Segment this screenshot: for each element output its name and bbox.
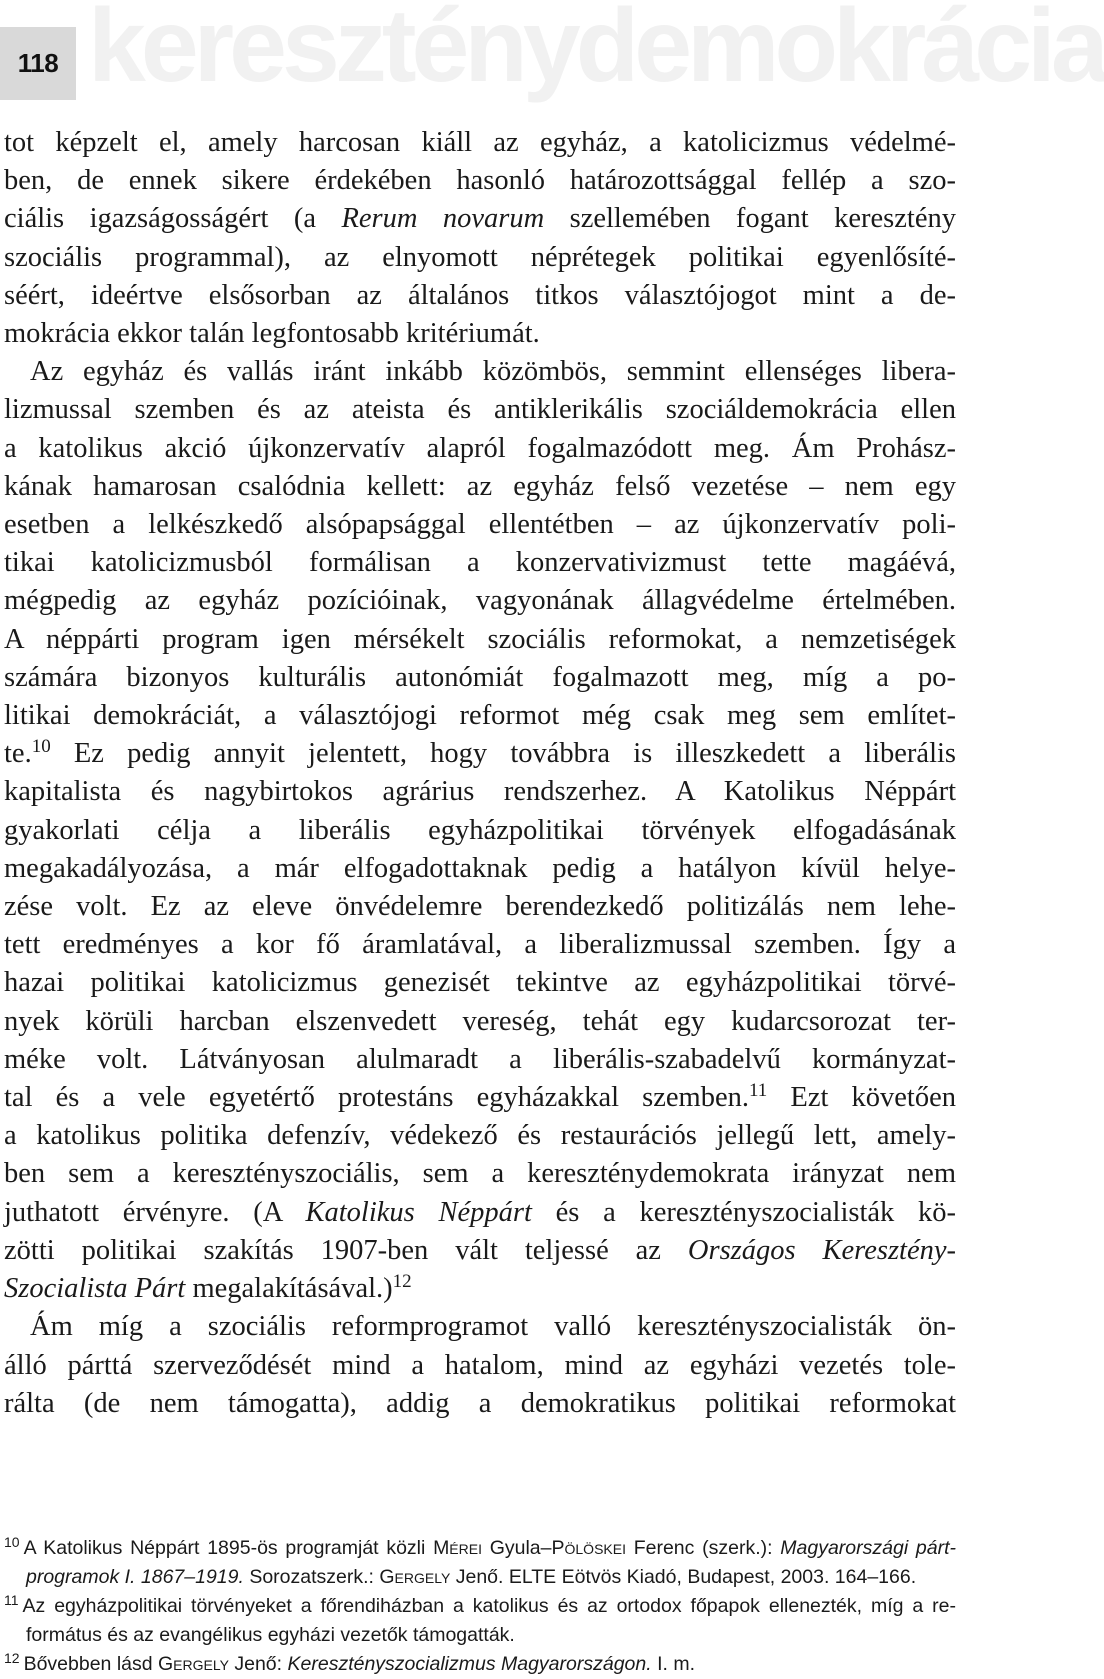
footnote-ref-12[interactable]: 12 [392, 1271, 412, 1293]
text-line: a katolikus politika defenzív, védekező és restaurációs jellegű lett, amely- [4, 1120, 956, 1152]
footnote-11: $^{11}$ Az egyházpolitikai törvényeket a főrendiházban a katolikus és az ortodox főpapok ellenezték, míg a re- [4, 1592, 956, 1617]
text-line: gyakorlati célja a liberális egyházpolitikai törvények elfogadásának [4, 814, 956, 846]
running-head: kereszténydemokrácia [88, 0, 1104, 104]
footnote-number: 12 [4, 1650, 20, 1666]
text-line: Az egyház és vallás iránt inkább közömbös, semmint ellenséges libera- [30, 356, 956, 388]
text-line: kának hamarosan csalódnia kellett: az egyház felső vezetése – nem egy [4, 470, 956, 502]
page-number-box [0, 27, 76, 100]
text-line: hazai politikai katolicizmus genezisét tekintve az egyházpolitikai törvé- [4, 967, 956, 999]
text-line: ciális igazságosságért (a Rerum novarum szellemében fogant keresztény [4, 203, 956, 235]
page-number: 118 [17, 48, 59, 78]
footnotes [4, 1534, 956, 1679]
text-line: álló párttá szerveződését mind a hatalom, mind az egyházi vezetés tole- [4, 1349, 956, 1381]
text-line: kapitalista és nagybirtokos agrárius rendszerhez. A Katolikus Néppárt [4, 776, 956, 808]
text-line: nyek körüli harcban elszenvedett vereség, tehát egy kudarcsorozat ter- [4, 1005, 956, 1037]
text-line: ben, de ennek sikere érdekében hasonló határozottsággal fellép a szo- [4, 165, 956, 197]
text-line: tikai katolicizmusból formálisan a konzervativizmust tette magáévá, [4, 547, 956, 579]
text-line: szociális programmal), az elnyomott néprétegek politikai egyenlősíté- [4, 241, 956, 273]
footnote-11-cont: formátus és az evangélikus egyházi vezetők támogatták. [26, 1624, 515, 1646]
text-line: számára bizonyos kulturális autonómiát fogalmazott meg, míg a po- [4, 661, 956, 693]
text-line: a katolikus akció újkonzervatív alapról fogalmazódott meg. Ám Prohász- [4, 432, 956, 464]
emphasis: Katolikus Néppárt [305, 1196, 532, 1228]
text-line: lizmussal szemben és az ateista és antiklerikális szociáldemokrácia ellen [4, 394, 956, 426]
footnote-10: $^{10}$ A Katolikus Néppárt 1895-ös programját közli Mérei Gyula–Pölöskei Ferenc (szerk.): Magyarországi párt- [4, 1534, 956, 1559]
text-line: esetben a lelkészkedő alsópapsággal ellentétben – az újkonzervatív poli- [4, 509, 956, 541]
text-line: te.$^{10}$ Ez pedig annyit jelentett, hogy továbbra is illeszkedett a liberális [4, 736, 956, 770]
text-line: mokrácia ekkor talán legfontosabb kritériumát. [4, 318, 540, 350]
emphasis: Rerum novarum [341, 203, 545, 235]
emphasis: Országos Keresztény- [687, 1234, 956, 1266]
text-line: juthatott érvényre. (A Katolikus Néppárt és a keresztényszocialisták kö- [4, 1196, 956, 1228]
text-line: tot képzelt el, amely harcosan kiáll az egyház, a katolicizmus védelmé- [4, 127, 956, 158]
text-line: litikai demokráciát, a választójogi reformot még csak meg sem említet- [4, 700, 956, 732]
text-line: ben sem a keresztényszociális, sem a kereszténydemokrata irányzat nem [4, 1158, 956, 1190]
footnote-ref-11[interactable]: 11 [749, 1080, 768, 1102]
text-line: Szocialista Párt megalakításával.)$^{12}$ [4, 1271, 412, 1305]
text-line: méke volt. Látványosan alulmaradt a liberális-szabadelvű kormányzat- [4, 1043, 956, 1075]
text-line: megakadályozása, a már elfogadottaknak pedig a hatályon kívül helye- [4, 852, 956, 884]
footnote-12: $^{12}$ Bővebben lásd Gergely Jenő: Keresztényszocializmus Magyarországon. I. m. [4, 1650, 695, 1675]
emphasis: Szocialista Párt [4, 1273, 186, 1305]
text-line: zötti politikai szakítás 1907-ben vált teljessé az Országos Keresztény- [4, 1234, 956, 1266]
text-line: Ám míg a szociális reformprogramot valló keresztényszocialisták ön- [30, 1311, 956, 1343]
text-line: mégpedig az egyház pozícióinak, vagyonának állagvédelme értelmében. [4, 585, 956, 617]
text-line: zése volt. Ez az eleve önvédelemre berendezkedő politizálás nem lehe- [4, 891, 956, 923]
text-line: A néppárti program igen mérsékelt szociális reformokat, a nemzetiségek [4, 623, 956, 655]
footnote-number: 10 [4, 1534, 20, 1550]
text-line: tal és a vele egyetértő protestáns egyházakkal szemben.$^{11}$ Ezt követően [4, 1080, 956, 1114]
text-line: tett eredményes a kor fő áramlatával, a liberalizmussal szemben. Így a [4, 929, 956, 961]
footnote-number: 11 [4, 1592, 19, 1608]
footnote-ref-10[interactable]: 10 [31, 736, 51, 758]
body-text [4, 124, 956, 1423]
text-line: rálta (de nem támogatta), addig a demokratikus politikai reformokat [4, 1387, 956, 1419]
footnote-10-cont: programok I. 1867–1919. Sorozatszerk.: Gergely Jenő. ELTE Eötvös Kiadó, Budapest, 2003. 164–166. [26, 1566, 917, 1588]
text-line: séért, ideértve elsősorban az általános titkos választójogot mint a de- [4, 279, 956, 311]
